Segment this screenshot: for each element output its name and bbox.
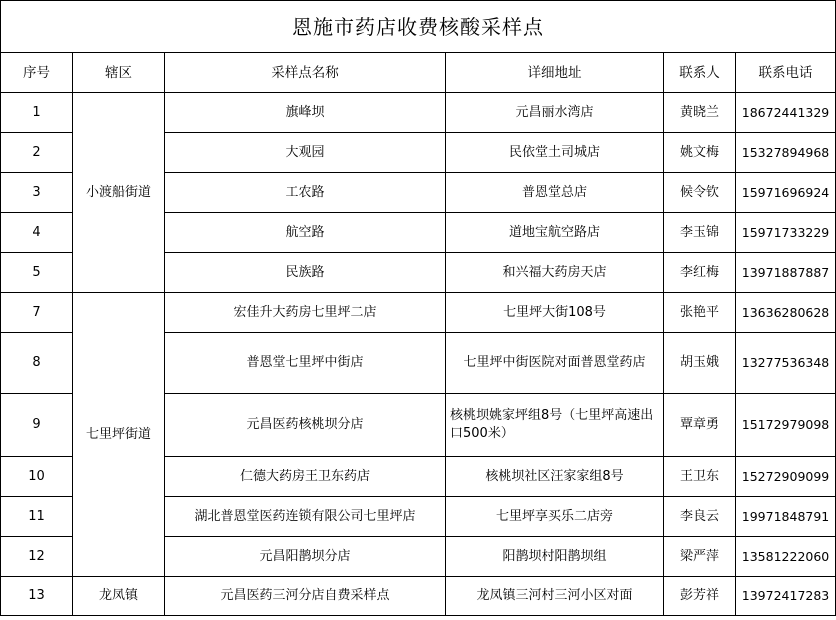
header-contact: 联系人 bbox=[664, 53, 736, 93]
cell-contact: 姚文梅 bbox=[664, 133, 736, 173]
cell-phone: 15172979098 bbox=[736, 394, 836, 457]
cell-address: 普恩堂总店 bbox=[446, 173, 664, 213]
cell-site: 航空路 bbox=[165, 213, 446, 253]
cell-seq: 8 bbox=[1, 333, 73, 394]
cell-contact: 王卫东 bbox=[664, 457, 736, 497]
cell-phone: 13636280628 bbox=[736, 293, 836, 333]
cell-phone: 19971848791 bbox=[736, 497, 836, 537]
cell-address: 阳鹊坝村阳鹊坝组 bbox=[446, 537, 664, 577]
header-site: 采样点名称 bbox=[165, 53, 446, 93]
cell-contact: 梁严萍 bbox=[664, 537, 736, 577]
cell-seq: 7 bbox=[1, 293, 73, 333]
cell-site: 湖北普恩堂医药连锁有限公司七里坪店 bbox=[165, 497, 446, 537]
cell-seq: 1 bbox=[1, 93, 73, 133]
cell-address: 元昌丽水湾店 bbox=[446, 93, 664, 133]
cell-address: 道地宝航空路店 bbox=[446, 213, 664, 253]
cell-contact: 覃章勇 bbox=[664, 394, 736, 457]
cell-contact: 李玉锦 bbox=[664, 213, 736, 253]
header-address: 详细地址 bbox=[446, 53, 664, 93]
cell-address: 和兴福大药房天店 bbox=[446, 253, 664, 293]
cell-site: 工农路 bbox=[165, 173, 446, 213]
table-row bbox=[1, 93, 836, 133]
header-row bbox=[1, 53, 836, 93]
cell-address: 七里坪中街医院对面普恩堂药店 bbox=[446, 333, 664, 394]
table-row bbox=[1, 577, 836, 616]
cell-contact: 李良云 bbox=[664, 497, 736, 537]
cell-address: 核桃坝社区汪家家组8号 bbox=[446, 457, 664, 497]
cell-site: 元昌阳鹊坝分店 bbox=[165, 537, 446, 577]
cell-seq: 11 bbox=[1, 497, 73, 537]
cell-contact: 候令钦 bbox=[664, 173, 736, 213]
cell-contact: 李红梅 bbox=[664, 253, 736, 293]
cell-contact: 黄晓兰 bbox=[664, 93, 736, 133]
cell-site: 仁德大药房王卫东药店 bbox=[165, 457, 446, 497]
cell-contact: 胡玉娥 bbox=[664, 333, 736, 394]
cell-site: 元昌医药核桃坝分店 bbox=[165, 394, 446, 457]
cell-phone: 15971696924 bbox=[736, 173, 836, 213]
table-row bbox=[1, 293, 836, 333]
cell-seq: 13 bbox=[1, 577, 73, 616]
cell-site: 旗峰坝 bbox=[165, 93, 446, 133]
cell-address bbox=[446, 394, 664, 457]
cell-site: 宏佳升大药房七里坪二店 bbox=[165, 293, 446, 333]
cell-phone: 18672441329 bbox=[736, 93, 836, 133]
cell-phone: 13972417283 bbox=[736, 577, 836, 616]
cell-seq: 2 bbox=[1, 133, 73, 173]
cell-address-text: 核桃坝姚家坪组8号（七里坪高速出口500米） bbox=[450, 408, 654, 441]
cell-contact: 张艳平 bbox=[664, 293, 736, 333]
cell-address: 民依堂土司城店 bbox=[446, 133, 664, 173]
cell-seq: 5 bbox=[1, 253, 73, 293]
cell-address: 七里坪大街108号 bbox=[446, 293, 664, 333]
cell-seq: 10 bbox=[1, 457, 73, 497]
cell-phone: 15327894968 bbox=[736, 133, 836, 173]
cell-seq: 12 bbox=[1, 537, 73, 577]
cell-phone: 15971733229 bbox=[736, 213, 836, 253]
cell-phone: 13581222060 bbox=[736, 537, 836, 577]
header-phone: 联系电话 bbox=[736, 53, 836, 93]
header-district: 辖区 bbox=[73, 53, 165, 93]
cell-site: 大观园 bbox=[165, 133, 446, 173]
cell-site: 元昌医药三河分店自费采样点 bbox=[165, 577, 446, 616]
cell-site: 普恩堂七里坪中街店 bbox=[165, 333, 446, 394]
cell-phone: 15272909099 bbox=[736, 457, 836, 497]
cell-contact: 彭芳祥 bbox=[664, 577, 736, 616]
header-seq: 序号 bbox=[1, 53, 73, 93]
cell-address: 七里坪享买乐二店旁 bbox=[446, 497, 664, 537]
cell-district: 小渡船街道 bbox=[73, 93, 165, 293]
table-title: 恩施市药店收费核酸采样点 bbox=[1, 1, 836, 53]
cell-phone: 13971887887 bbox=[736, 253, 836, 293]
cell-seq: 4 bbox=[1, 213, 73, 253]
cell-district: 七里坪街道 bbox=[73, 293, 165, 577]
cell-site: 民族路 bbox=[165, 253, 446, 293]
cell-seq: 9 bbox=[1, 394, 73, 457]
cell-phone: 13277536348 bbox=[736, 333, 836, 394]
cell-seq: 3 bbox=[1, 173, 73, 213]
cell-district: 龙凤镇 bbox=[73, 577, 165, 616]
cell-address: 龙凤镇三河村三河小区对面 bbox=[446, 577, 664, 616]
